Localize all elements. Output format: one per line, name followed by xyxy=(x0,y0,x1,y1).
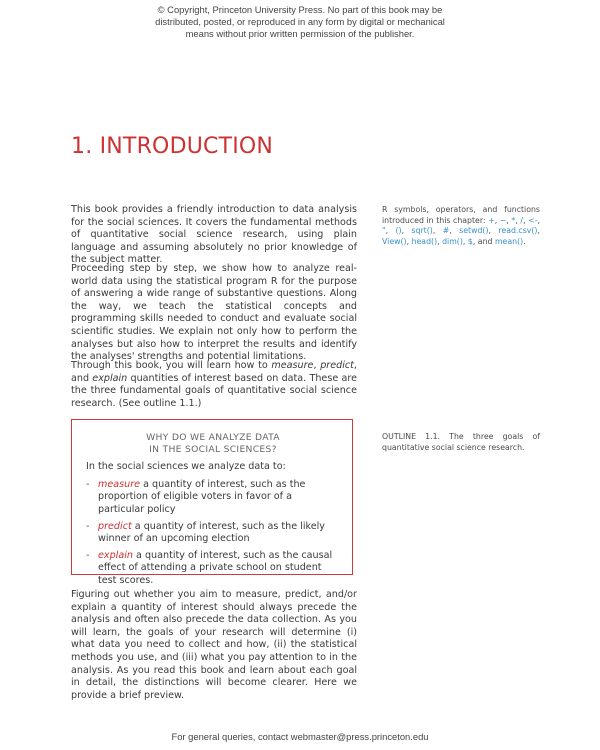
goal-measure: measure xyxy=(98,478,141,490)
text-run: quantities of interest based on data. These are the three fundamental goals of quantitative social science research. (See outline 1.1.) xyxy=(71,372,357,409)
list-item xyxy=(86,550,340,588)
chapter-title: 1. INTRODUCTION xyxy=(71,134,274,159)
margin-note-r-symbols: R symbols, operators, and functions introduced in this chapter: +, −, *, /, <-, ", (), sqrt(), #, setwd(), read.csv(), View(), head(), dim(), $, and mean(). xyxy=(382,205,540,246)
paragraph-goals xyxy=(71,360,357,410)
emphasis-explain: explain xyxy=(92,372,128,384)
r-symbol: View() xyxy=(382,236,407,246)
r-symbol: head() xyxy=(411,236,438,246)
r-symbol: − xyxy=(499,215,507,225)
r-symbol: () xyxy=(395,226,402,236)
r-symbol: read.csv() xyxy=(498,226,538,236)
margin-note-intro: R symbols, operators, and functions introduced in this chapter: xyxy=(382,205,540,225)
outline-box xyxy=(71,419,353,586)
outline-goal-list xyxy=(86,479,340,588)
copyright-line: © Copyright, Princeton University Press. No part of this book may be xyxy=(157,4,443,15)
outline-box-intro: In the social sciences we analyze data to: xyxy=(86,461,286,473)
r-symbol: # xyxy=(442,226,450,236)
copyright-notice xyxy=(0,4,600,40)
text-run: , and xyxy=(71,360,357,384)
r-symbol: / xyxy=(520,215,524,225)
goal-predict: predict xyxy=(98,520,132,532)
dash-bullet-icon: - xyxy=(86,478,90,490)
goal-description: a quantity of interest, such as the causal effect of attending a private school on student test scores. xyxy=(98,549,333,586)
list-item xyxy=(86,479,340,517)
goal-explain: explain xyxy=(98,549,133,561)
copyright-line: distributed, posted, or reproduced in any form by digital or mechanical xyxy=(155,16,445,27)
r-symbol: <- xyxy=(528,215,538,225)
r-symbol: $ xyxy=(467,236,473,246)
emphasis-measure: measure xyxy=(271,360,314,371)
r-symbol: + xyxy=(488,215,495,225)
dash-bullet-icon: - xyxy=(86,520,90,532)
r-symbol: * xyxy=(511,215,516,225)
conjunction: and xyxy=(477,236,493,246)
paragraph-figuring-out: Figuring out whether you aim to measure, predict, and/or explain a quantity of interest should always precede the analysis and often also precede the data collection. As you will learn, the goals of your research will determine (i) what data you need to collect and how, (ii) the statistical methods you use, and (iii) what you pay attention to in the analysis. As you read this book and learn about each goal in detail, the distinctions will become clearer. Here we provide a brief preview. xyxy=(71,589,357,701)
outline-title-line: IN THE SOCIAL SCIENCES? xyxy=(149,443,277,455)
outline-title-line: WHY DO WE ANALYZE DATA xyxy=(146,432,280,443)
text-run: , xyxy=(313,360,321,371)
emphasis-predict: predict xyxy=(320,360,354,371)
list-item xyxy=(86,521,340,546)
paragraph-step-by-step: Proceeding step by step, we show how to analyze real-world data using the statistical program R for the purpose of answering a wide range of substantive questions. Along the way, we teach the statistical concepts and programming skills needed to conduct and evaluate social scientific studies. We explain not only how to perform the analyses but also how to interpret the results and identify the analyses' strengths and potential limitations. xyxy=(71,263,357,363)
r-symbol: dim() xyxy=(442,236,463,246)
r-symbol: mean() xyxy=(494,236,524,246)
outline-box-title xyxy=(86,432,340,455)
r-symbol: sqrt() xyxy=(411,226,433,236)
footer-contact: For general queries, contact webmaster@press.princeton.edu xyxy=(171,731,429,742)
r-symbol: " xyxy=(382,226,386,236)
r-symbol: setwd() xyxy=(459,226,489,236)
outline-caption: OUTLINE 1.1. The three goals of quantitative social science research. xyxy=(382,432,540,452)
goal-description: a quantity of interest, such as the likely winner of an upcoming election xyxy=(98,520,325,545)
goal-description: a quantity of interest, such as the proportion of eligible voters in favor of a particular policy xyxy=(98,478,306,515)
text-run: Through this book, you will learn how to xyxy=(71,360,272,371)
dash-bullet-icon: - xyxy=(86,549,90,561)
paragraph-intro: This book provides a friendly introduction to data analysis for the social sciences. It covers the fundamental methods of quantitative social science research, using plain language and assuming absolutely no prior knowledge of the subject matter. xyxy=(71,204,357,266)
copyright-line: means without prior written permission of the publisher. xyxy=(185,28,415,39)
